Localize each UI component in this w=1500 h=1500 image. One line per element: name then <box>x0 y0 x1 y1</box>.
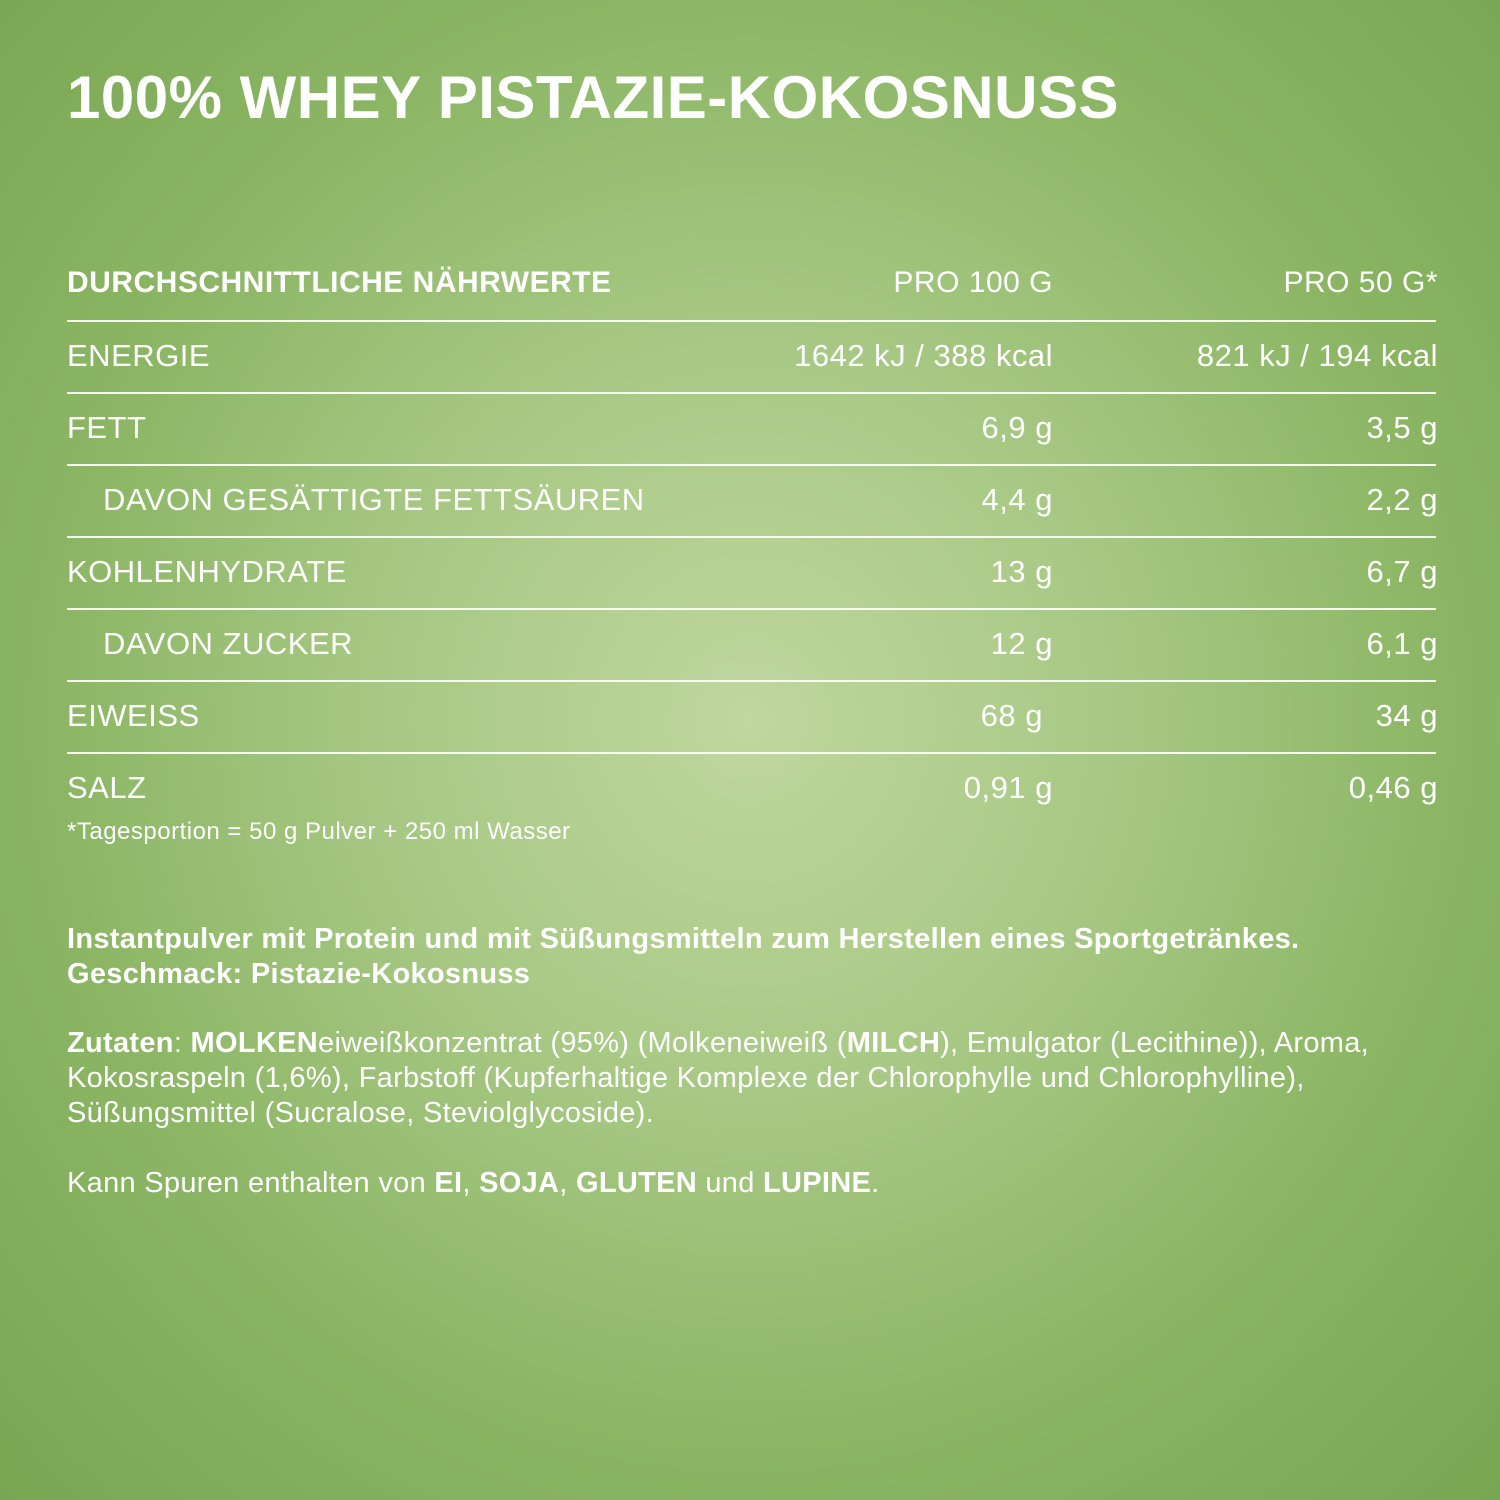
row-label: DAVON ZUCKER <box>103 626 354 661</box>
header-per-100g: PRO 100 G <box>893 266 1053 299</box>
row-value-50g: 6,7 g <box>1366 554 1438 589</box>
row-value-100g: 1642 kJ / 388 kcal <box>794 338 1053 373</box>
table-row-eiweiss <box>67 682 1440 752</box>
allergen-gluten: GLUTEN <box>575 1167 697 1199</box>
row-value-50g: 6,1 g <box>1366 626 1438 661</box>
allergen-milch: MILCH <box>846 1027 941 1059</box>
ingredients-text <box>67 1026 1467 1131</box>
row-label: FETT <box>67 410 147 445</box>
ingredients-colon: : <box>173 1027 191 1059</box>
row-label: DAVON GESÄTTIGTE FETTSÄUREN <box>103 482 645 517</box>
table-row-salz <box>67 754 1440 824</box>
allergen-soja: SOJA <box>479 1167 560 1199</box>
ingredients-part-2: ), Emulgator (Lecithine)), Aroma, Kokosraspeln (1,6%), Farbstoff (Kupferhaltige Komplexe der Chlorophylle und Chlorophylline), Süßungsmittel (Sucralose, Steviolglycoside). <box>67 1027 1370 1129</box>
allergen-molken: MOLKEN <box>190 1027 319 1059</box>
row-value-100g: 68 g <box>980 698 1043 733</box>
table-row-zucker <box>67 610 1440 680</box>
row-label: KOHLENHYDRATE <box>67 554 347 589</box>
row-value-100g: 12 g <box>990 626 1053 661</box>
row-label: ENERGIE <box>67 338 211 373</box>
table-row-fett <box>67 394 1440 464</box>
traces-separator: , <box>559 1167 576 1199</box>
row-label: EIWEISS <box>67 698 200 733</box>
traces-intro: Kann Spuren enthalten von <box>67 1167 435 1199</box>
row-value-50g: 34 g <box>1375 698 1438 733</box>
row-value-100g: 6,9 g <box>981 410 1053 445</box>
row-value-50g: 0,46 g <box>1348 770 1438 805</box>
row-value-100g: 0,91 g <box>963 770 1053 805</box>
table-row-gesaettigte-fettsaeuren <box>67 466 1440 536</box>
row-value-50g: 3,5 g <box>1366 410 1438 445</box>
traces-separator: und <box>696 1167 763 1199</box>
header-per-50g: PRO 50 G* <box>1283 266 1438 299</box>
product-description: Instantpulver mit Protein und mit Süßungsmitteln zum Herstellen eines Sportgetränkes. Geschmack: Pistazie-Kokosnuss <box>67 923 1300 990</box>
table-row-energie <box>67 322 1440 392</box>
table-row-kohlenhydrate <box>67 538 1440 608</box>
allergen-lupine: LUPINE <box>762 1167 872 1199</box>
product-title: 100% WHEY PISTAZIE-KOKOSNUSS <box>67 64 1119 131</box>
nutrition-table-header <box>67 250 1440 320</box>
row-value-100g: 4,4 g <box>981 482 1053 517</box>
traces-end: . <box>871 1167 880 1199</box>
ingredients-label: Zutaten <box>67 1027 174 1059</box>
row-value-50g: 2,2 g <box>1366 482 1438 517</box>
row-value-50g: 821 kJ / 194 kcal <box>1196 338 1438 373</box>
header-label: DURCHSCHNITTLICHE NÄHRWERTE <box>67 266 612 299</box>
serving-footnote: *Tagesportion = 50 g Pulver + 250 ml Wasser <box>67 818 571 845</box>
nutrition-table <box>67 250 1440 824</box>
allergen-traces <box>67 1166 1447 1201</box>
ingredients-part-1: eiweißkonzentrat (95%) (Molkeneiweiß ( <box>318 1027 847 1059</box>
row-label: SALZ <box>67 770 147 805</box>
traces-separator: , <box>462 1167 480 1199</box>
allergen-ei: EI <box>434 1167 463 1199</box>
row-value-100g: 13 g <box>990 554 1053 589</box>
